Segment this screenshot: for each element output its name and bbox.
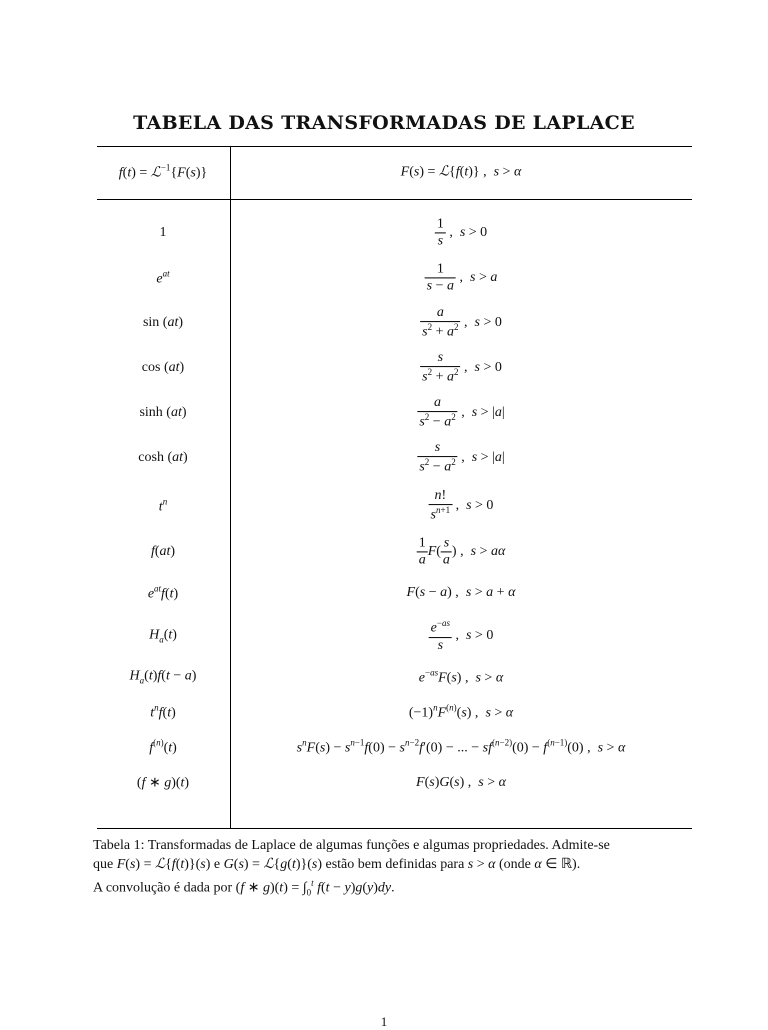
table-caption bbox=[93, 836, 699, 902]
table-row-F: $\frac{e^{-as}}{s}$ , s > 0 bbox=[430, 618, 494, 653]
header-left: f(t) = ℒ$^{-1}${F(s)} bbox=[118, 162, 208, 181]
table-row-F: $\frac{1}{s}$ , s > 0 bbox=[436, 216, 488, 249]
table-row-f: $H_a(t)f(t - a)$ bbox=[129, 668, 197, 686]
table-bottom-rule bbox=[97, 828, 692, 829]
table-header-rule bbox=[97, 199, 692, 200]
table-row-f: $f^{(n)}(t)$ bbox=[149, 737, 177, 756]
table-row-F: $\frac{s}{s^2 - a^2}$ , s > |a| bbox=[419, 440, 505, 475]
table-row-F: $\frac{1}{a}$ F( $\frac{s}{a}$ ) , s > aα bbox=[418, 535, 506, 568]
table-row-f: $H_a(t)$ bbox=[149, 627, 177, 645]
table-row-f: cosh (at) bbox=[138, 450, 188, 465]
table-row-f: $t^n$ bbox=[158, 496, 168, 515]
page-number: 1 bbox=[380, 1014, 388, 1029]
table-row-F: $\frac{a}{s^2 - a^2}$ , s > |a| bbox=[419, 395, 505, 430]
table-row-F: $\frac{n!}{s^{n+1}}$ , s > 0 bbox=[430, 488, 494, 523]
table-row-F: $\frac{1}{s - a}$ , s > a bbox=[426, 261, 498, 294]
caption-line-1: Tabela 1: Transformadas de Laplace de algumas funções e algumas propriedades. Admite-se bbox=[93, 838, 610, 853]
table-row-f: $e^{at}f(t)$ bbox=[147, 583, 179, 602]
table-row-F: $(-1)^nF^{(n)}(s)$ , s > α bbox=[408, 702, 514, 721]
table-row-f: $e^{at}$ bbox=[156, 268, 170, 287]
table-row-f: 1 bbox=[159, 225, 167, 240]
table-row-f: sin (at) bbox=[142, 315, 184, 330]
page-title: TABELA DAS TRANSFORMADAS DE LAPLACE bbox=[133, 112, 635, 134]
caption-line-3: A convolução é dada por (f ∗ $g)(t) = \int_0^t$ f(t − y)g(y)dy. bbox=[93, 878, 395, 898]
table-row-f: f(at) bbox=[150, 544, 176, 559]
caption-line-2: que F(s) = ℒ{f(t)}(s) e G(s) = ℒ{g(t)}(s) estão bem definidas para s > α (onde α ∈ ℝ). bbox=[93, 857, 581, 872]
table-row-F: $\frac{a}{s^2 + a^2}$ , s > 0 bbox=[422, 305, 502, 340]
header-right: F(s) = ℒ{f(t)} , s > α bbox=[400, 164, 522, 180]
table-row-f: sinh (at) bbox=[139, 405, 187, 420]
table-column-divider bbox=[230, 146, 231, 828]
table-row-f: (f ∗ g)(t) bbox=[136, 775, 190, 791]
table-top-rule bbox=[97, 146, 692, 147]
table-row-F: $e^{-as}F(s)$ , s > α bbox=[418, 667, 504, 686]
table-row-F: $s^nF(s) - s^{n-1}f(0) - s^{n-2}f'(0)$ − ... − $sf^{(n-2)}(0) - f^{(n-1)}(0)$ , s > α bbox=[296, 737, 626, 756]
table-row-F: F(s)G(s) , s > α bbox=[416, 775, 506, 790]
table-row-F: $\frac{s}{s^2 + a^2}$ , s > 0 bbox=[422, 350, 502, 385]
table-row-f: cos (at) bbox=[141, 360, 185, 375]
table-row-F: F(s − a) , s > a + α bbox=[406, 585, 516, 600]
table-row-f: $t^nf(t)$ bbox=[150, 702, 176, 721]
